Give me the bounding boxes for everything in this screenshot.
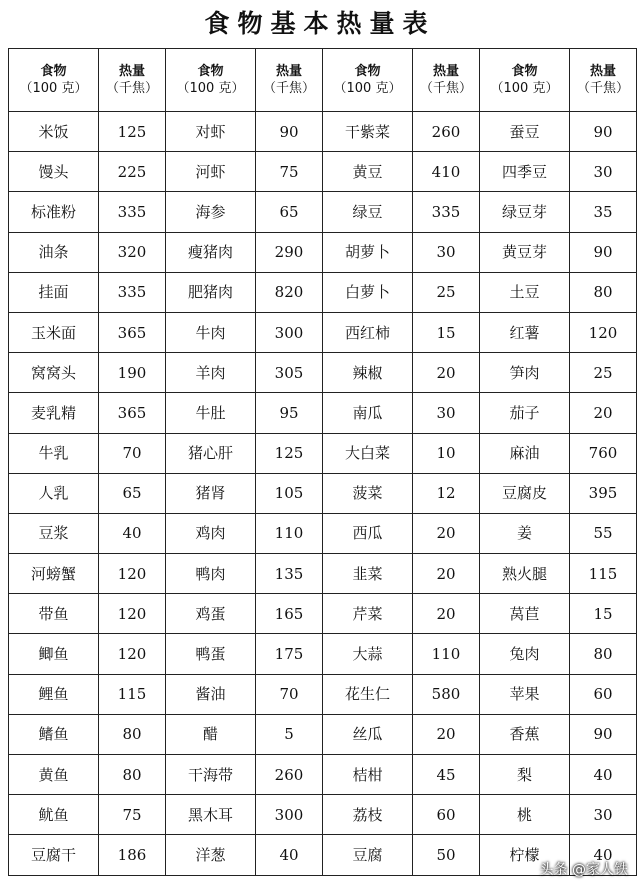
food-cell: 羊肉 xyxy=(166,353,256,393)
energy-cell: 335 xyxy=(99,192,166,232)
page-title: 食物基本热量表 xyxy=(204,9,436,38)
energy-cell: 55 xyxy=(570,513,637,553)
table-row xyxy=(9,433,637,473)
food-cell: 鲤鱼 xyxy=(9,674,99,714)
energy-cell: 20 xyxy=(413,513,480,553)
energy-cell: 5 xyxy=(256,714,323,754)
food-cell: 荔枝 xyxy=(323,795,413,835)
energy-cell: 25 xyxy=(570,353,637,393)
energy-cell: 90 xyxy=(570,112,637,152)
header-food-label: 食物 xyxy=(197,64,224,79)
food-cell: 西瓜 xyxy=(323,513,413,553)
food-cell: 鳍鱼 xyxy=(9,714,99,754)
food-cell: 猪心肝 xyxy=(166,433,256,473)
header-energy xyxy=(256,49,323,112)
energy-cell: 40 xyxy=(570,835,637,875)
food-cell: 熟火腿 xyxy=(480,554,570,594)
food-cell: 鲫鱼 xyxy=(9,634,99,674)
table-row xyxy=(9,714,637,754)
energy-cell: 40 xyxy=(570,755,637,795)
food-cell: 玉米面 xyxy=(9,312,99,352)
energy-cell: 20 xyxy=(570,393,637,433)
header-food xyxy=(480,49,570,112)
energy-cell: 40 xyxy=(99,513,166,553)
header-energy-unit: （千焦） xyxy=(419,81,472,96)
energy-cell: 90 xyxy=(570,714,637,754)
energy-cell: 75 xyxy=(99,795,166,835)
energy-cell: 290 xyxy=(256,232,323,272)
energy-cell: 165 xyxy=(256,594,323,634)
food-cell: 牛肉 xyxy=(166,312,256,352)
header-energy-label: 热量 xyxy=(118,64,145,79)
food-cell: 河螃蟹 xyxy=(9,554,99,594)
energy-cell: 300 xyxy=(256,795,323,835)
energy-cell: 35 xyxy=(570,192,637,232)
header-energy-unit: （千焦） xyxy=(105,81,158,96)
energy-cell: 125 xyxy=(256,433,323,473)
energy-cell: 50 xyxy=(413,835,480,875)
food-cell: 白萝卜 xyxy=(323,272,413,312)
food-cell: 绿豆芽 xyxy=(480,192,570,232)
header-food-unit: （100 克） xyxy=(333,81,402,96)
food-cell: 胡萝卜 xyxy=(323,232,413,272)
energy-cell: 115 xyxy=(570,554,637,594)
energy-cell: 120 xyxy=(99,634,166,674)
food-cell: 梨 xyxy=(480,755,570,795)
energy-cell: 110 xyxy=(413,634,480,674)
energy-cell: 365 xyxy=(99,312,166,352)
header-food xyxy=(9,49,99,112)
header-food-label: 食物 xyxy=(511,64,538,79)
header-energy-label: 热量 xyxy=(275,64,302,79)
header-energy xyxy=(413,49,480,112)
food-cell: 花生仁 xyxy=(323,674,413,714)
food-cell: 土豆 xyxy=(480,272,570,312)
header-food-unit: （100 克） xyxy=(176,81,245,96)
energy-cell: 365 xyxy=(99,393,166,433)
energy-cell: 300 xyxy=(256,312,323,352)
header-row xyxy=(9,49,637,112)
food-cell: 绿豆 xyxy=(323,192,413,232)
energy-cell: 30 xyxy=(570,152,637,192)
energy-cell: 60 xyxy=(570,674,637,714)
energy-cell: 580 xyxy=(413,674,480,714)
food-cell: 干紫菜 xyxy=(323,112,413,152)
header-energy xyxy=(570,49,637,112)
energy-cell: 80 xyxy=(570,272,637,312)
energy-cell: 65 xyxy=(256,192,323,232)
table-row xyxy=(9,112,637,152)
table-row xyxy=(9,152,637,192)
table-row xyxy=(9,594,637,634)
food-cell: 瘦猪肉 xyxy=(166,232,256,272)
food-cell: 干海带 xyxy=(166,755,256,795)
energy-cell: 70 xyxy=(256,674,323,714)
energy-cell: 25 xyxy=(413,272,480,312)
table-row xyxy=(9,192,637,232)
energy-cell: 260 xyxy=(413,112,480,152)
energy-cell: 60 xyxy=(413,795,480,835)
energy-cell: 20 xyxy=(413,554,480,594)
energy-cell: 15 xyxy=(570,594,637,634)
energy-cell: 90 xyxy=(256,112,323,152)
energy-cell: 225 xyxy=(99,152,166,192)
food-cell: 馒头 xyxy=(9,152,99,192)
header-energy xyxy=(99,49,166,112)
food-cell: 豆腐 xyxy=(323,835,413,875)
food-cell: 麻油 xyxy=(480,433,570,473)
food-cell: 牛乳 xyxy=(9,433,99,473)
energy-cell: 760 xyxy=(570,433,637,473)
table-row xyxy=(9,393,637,433)
energy-cell: 45 xyxy=(413,755,480,795)
food-cell: 四季豆 xyxy=(480,152,570,192)
energy-cell: 260 xyxy=(256,755,323,795)
food-cell: 鸡肉 xyxy=(166,513,256,553)
food-cell: 洋葱 xyxy=(166,835,256,875)
food-cell: 猪肾 xyxy=(166,473,256,513)
food-cell: 海参 xyxy=(166,192,256,232)
energy-cell: 80 xyxy=(570,634,637,674)
food-cell: 茄子 xyxy=(480,393,570,433)
table-row xyxy=(9,674,637,714)
table-row xyxy=(9,272,637,312)
food-cell: 窝窝头 xyxy=(9,353,99,393)
energy-cell: 80 xyxy=(99,755,166,795)
table-row xyxy=(9,312,637,352)
food-cell: 丝瓜 xyxy=(323,714,413,754)
food-cell: 莴苣 xyxy=(480,594,570,634)
food-cell: 菠菜 xyxy=(323,473,413,513)
food-cell: 黄鱼 xyxy=(9,755,99,795)
food-cell: 米饭 xyxy=(9,112,99,152)
energy-cell: 20 xyxy=(413,353,480,393)
food-cell: 牛肚 xyxy=(166,393,256,433)
header-energy-unit: （千焦） xyxy=(576,81,629,96)
energy-cell: 75 xyxy=(256,152,323,192)
watermark: 头条 @家人铁 xyxy=(539,862,628,878)
food-cell: 黄豆芽 xyxy=(480,232,570,272)
food-cell: 麦乳精 xyxy=(9,393,99,433)
energy-cell: 20 xyxy=(413,714,480,754)
food-cell: 带鱼 xyxy=(9,594,99,634)
calorie-table xyxy=(8,48,637,876)
table-row xyxy=(9,353,637,393)
energy-cell: 40 xyxy=(256,835,323,875)
food-cell: 油条 xyxy=(9,232,99,272)
energy-cell: 186 xyxy=(99,835,166,875)
food-cell: 黑木耳 xyxy=(166,795,256,835)
header-energy-unit: （千焦） xyxy=(262,81,315,96)
energy-cell: 135 xyxy=(256,554,323,594)
energy-cell: 10 xyxy=(413,433,480,473)
food-cell: 笋肉 xyxy=(480,353,570,393)
energy-cell: 335 xyxy=(99,272,166,312)
energy-cell: 12 xyxy=(413,473,480,513)
food-cell: 醋 xyxy=(166,714,256,754)
energy-cell: 190 xyxy=(99,353,166,393)
food-cell: 黄豆 xyxy=(323,152,413,192)
food-cell: 鱿鱼 xyxy=(9,795,99,835)
food-cell: 芹菜 xyxy=(323,594,413,634)
energy-cell: 70 xyxy=(99,433,166,473)
food-cell: 鸡蛋 xyxy=(166,594,256,634)
energy-cell: 105 xyxy=(256,473,323,513)
table-row xyxy=(9,473,637,513)
food-cell: 红薯 xyxy=(480,312,570,352)
food-cell: 挂面 xyxy=(9,272,99,312)
energy-cell: 335 xyxy=(413,192,480,232)
food-cell: 柠檬 xyxy=(480,835,570,875)
energy-cell: 80 xyxy=(99,714,166,754)
energy-cell: 90 xyxy=(570,232,637,272)
header-food-unit: （100 克） xyxy=(19,81,88,96)
energy-cell: 65 xyxy=(99,473,166,513)
energy-cell: 120 xyxy=(99,554,166,594)
energy-cell: 30 xyxy=(413,393,480,433)
food-cell: 大蒜 xyxy=(323,634,413,674)
header-energy-label: 热量 xyxy=(589,64,616,79)
table-row xyxy=(9,554,637,594)
food-cell: 南瓜 xyxy=(323,393,413,433)
food-cell: 标准粉 xyxy=(9,192,99,232)
table-row xyxy=(9,755,637,795)
energy-cell: 305 xyxy=(256,353,323,393)
food-cell: 鸭蛋 xyxy=(166,634,256,674)
food-cell: 酱油 xyxy=(166,674,256,714)
food-cell: 辣椒 xyxy=(323,353,413,393)
header-food xyxy=(323,49,413,112)
food-cell: 蚕豆 xyxy=(480,112,570,152)
energy-cell: 175 xyxy=(256,634,323,674)
food-cell: 韭菜 xyxy=(323,554,413,594)
food-cell: 河虾 xyxy=(166,152,256,192)
food-cell: 对虾 xyxy=(166,112,256,152)
header-food-label: 食物 xyxy=(354,64,381,79)
energy-cell: 20 xyxy=(413,594,480,634)
energy-cell: 95 xyxy=(256,393,323,433)
header-energy-label: 热量 xyxy=(432,64,459,79)
energy-cell: 110 xyxy=(256,513,323,553)
energy-cell: 320 xyxy=(99,232,166,272)
food-cell: 桔柑 xyxy=(323,755,413,795)
food-cell: 兔肉 xyxy=(480,634,570,674)
food-cell: 豆腐干 xyxy=(9,835,99,875)
header-food xyxy=(166,49,256,112)
table-row xyxy=(9,634,637,674)
table-row xyxy=(9,232,637,272)
food-cell: 姜 xyxy=(480,513,570,553)
table-row xyxy=(9,513,637,553)
energy-cell: 115 xyxy=(99,674,166,714)
table-body xyxy=(9,112,637,876)
energy-cell: 120 xyxy=(570,312,637,352)
food-cell: 桃 xyxy=(480,795,570,835)
food-cell: 肥猪肉 xyxy=(166,272,256,312)
energy-cell: 30 xyxy=(570,795,637,835)
food-cell: 苹果 xyxy=(480,674,570,714)
food-cell: 大白菜 xyxy=(323,433,413,473)
food-cell: 豆腐皮 xyxy=(480,473,570,513)
energy-cell: 395 xyxy=(570,473,637,513)
energy-cell: 120 xyxy=(99,594,166,634)
food-cell: 西红柿 xyxy=(323,312,413,352)
energy-cell: 125 xyxy=(99,112,166,152)
food-cell: 豆浆 xyxy=(9,513,99,553)
header-food-unit: （100 克） xyxy=(490,81,559,96)
food-cell: 人乳 xyxy=(9,473,99,513)
energy-cell: 410 xyxy=(413,152,480,192)
food-cell: 香蕉 xyxy=(480,714,570,754)
energy-cell: 15 xyxy=(413,312,480,352)
table-row xyxy=(9,795,637,835)
header-food-label: 食物 xyxy=(40,64,67,79)
food-cell: 鸭肉 xyxy=(166,554,256,594)
energy-cell: 820 xyxy=(256,272,323,312)
energy-cell: 30 xyxy=(413,232,480,272)
